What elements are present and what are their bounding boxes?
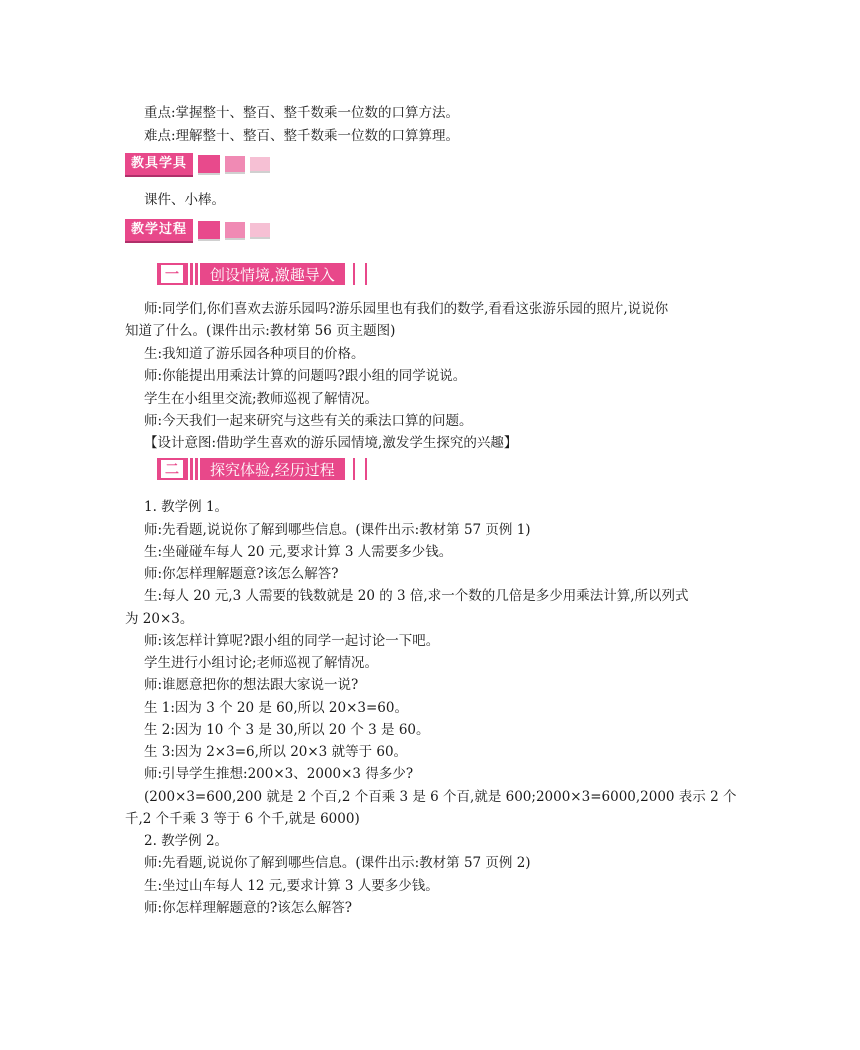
banner-tail: [343, 263, 375, 285]
text-line: 1. 教学例 1。: [144, 499, 229, 515]
text-line: 学生在小组里交流;教师巡视了解情况。: [144, 391, 379, 407]
text-line: 师:引导学生推想:200×3、2000×3 得多少?: [144, 766, 414, 782]
text-line: 2. 教学例 2。: [144, 833, 229, 849]
section-header-process: [125, 220, 270, 242]
text-line: 生 2:因为 10 个 3 是 30,所以 20 个 3 是 60。: [144, 722, 430, 738]
tools-line: 课件、小棒。: [144, 192, 225, 208]
text-line: 师:先看题,说说你了解到哪些信息。(课件出示:教材第 57 页例 1): [144, 522, 531, 538]
text-line: (200×3=600,200 就是 2 个百,2 个百乘 3 是 6 个百,就是 600;2000×3=6000,2000 表示 2 个: [144, 789, 737, 805]
text-line: 师:同学们,你们喜欢去游乐园吗?游乐园里也有我们的数学,看看这张游乐园的照片,说说你: [144, 301, 669, 317]
section-title-tools: 教具学具: [125, 153, 193, 177]
text-line: 生:我知道了游乐园各种项目的价格。: [144, 346, 365, 362]
text-line: 师:谁愿意把你的想法跟大家说一说?: [144, 677, 359, 693]
text-line: 学生进行小组讨论;老师巡视了解情况。: [144, 655, 379, 671]
decor-square-3: [250, 223, 270, 239]
banner-tail: [343, 458, 375, 480]
text-line: 生 3:因为 2×3=6,所以 20×3 就等于 60。: [144, 744, 408, 760]
text-line: 生:每人 20 元,3 人需要的钱数就是 20 的 3 倍,求一个数的几倍是多少用乘法计算,所以列式: [144, 588, 689, 604]
text-line: 生:坐过山车每人 12 元,要求计算 3 人要多少钱。: [144, 878, 439, 894]
design-intent-line: 【设计意图:借助学生喜欢的游乐园情境,激发学生探究的兴趣】: [144, 435, 518, 451]
section-header-tools: [125, 154, 270, 176]
text-line: 师:你能提出用乘法计算的问题吗?跟小组的同学说说。: [144, 368, 467, 384]
part1-number: 一: [160, 264, 184, 284]
difficulty-line: 难点:理解整十、整百、整千数乘一位数的口算算理。: [144, 128, 460, 144]
decor-square-1: [198, 155, 220, 175]
banner-stripes: [188, 263, 202, 285]
section-title-process: 教学过程: [125, 219, 193, 243]
text-line: 为 20×3。: [125, 611, 194, 627]
text-line: 知道了什么。(课件出示:教材第 56 页主题图): [125, 323, 396, 339]
part2-number: 二: [160, 459, 184, 479]
text-line: 师:该怎样计算呢?跟小组的同学一起讨论一下吧。: [144, 633, 440, 649]
part1-banner: [157, 263, 375, 285]
text-line: 生 1:因为 3 个 20 是 60,所以 20×3=60。: [144, 700, 408, 716]
focus-line: 重点:掌握整十、整百、整千数乘一位数的口算方法。: [144, 105, 460, 121]
decor-square-2: [225, 222, 245, 240]
text-line: 师:你怎样理解题意的?该怎么解答?: [144, 900, 353, 916]
decor-square-2: [225, 156, 245, 174]
decor-square-3: [250, 157, 270, 173]
decor-square-1: [198, 221, 220, 241]
text-line: 师:先看题,说说你了解到哪些信息。(课件出示:教材第 57 页例 2): [144, 855, 531, 871]
part1-title: 创设情境,激趣导入: [210, 265, 335, 284]
text-line: 生:坐碰碰车每人 20 元,要求计算 3 人需要多少钱。: [144, 544, 453, 560]
banner-stripes: [188, 458, 202, 480]
text-line: 师:今天我们一起来研究与这些有关的乘法口算的问题。: [144, 413, 473, 429]
part2-title: 探究体验,经历过程: [210, 460, 335, 479]
text-line: 师:你怎样理解题意?该怎么解答?: [144, 566, 339, 582]
part2-banner: [157, 458, 375, 480]
text-line: 千,2 个千乘 3 等于 6 个千,就是 6000): [125, 811, 360, 827]
